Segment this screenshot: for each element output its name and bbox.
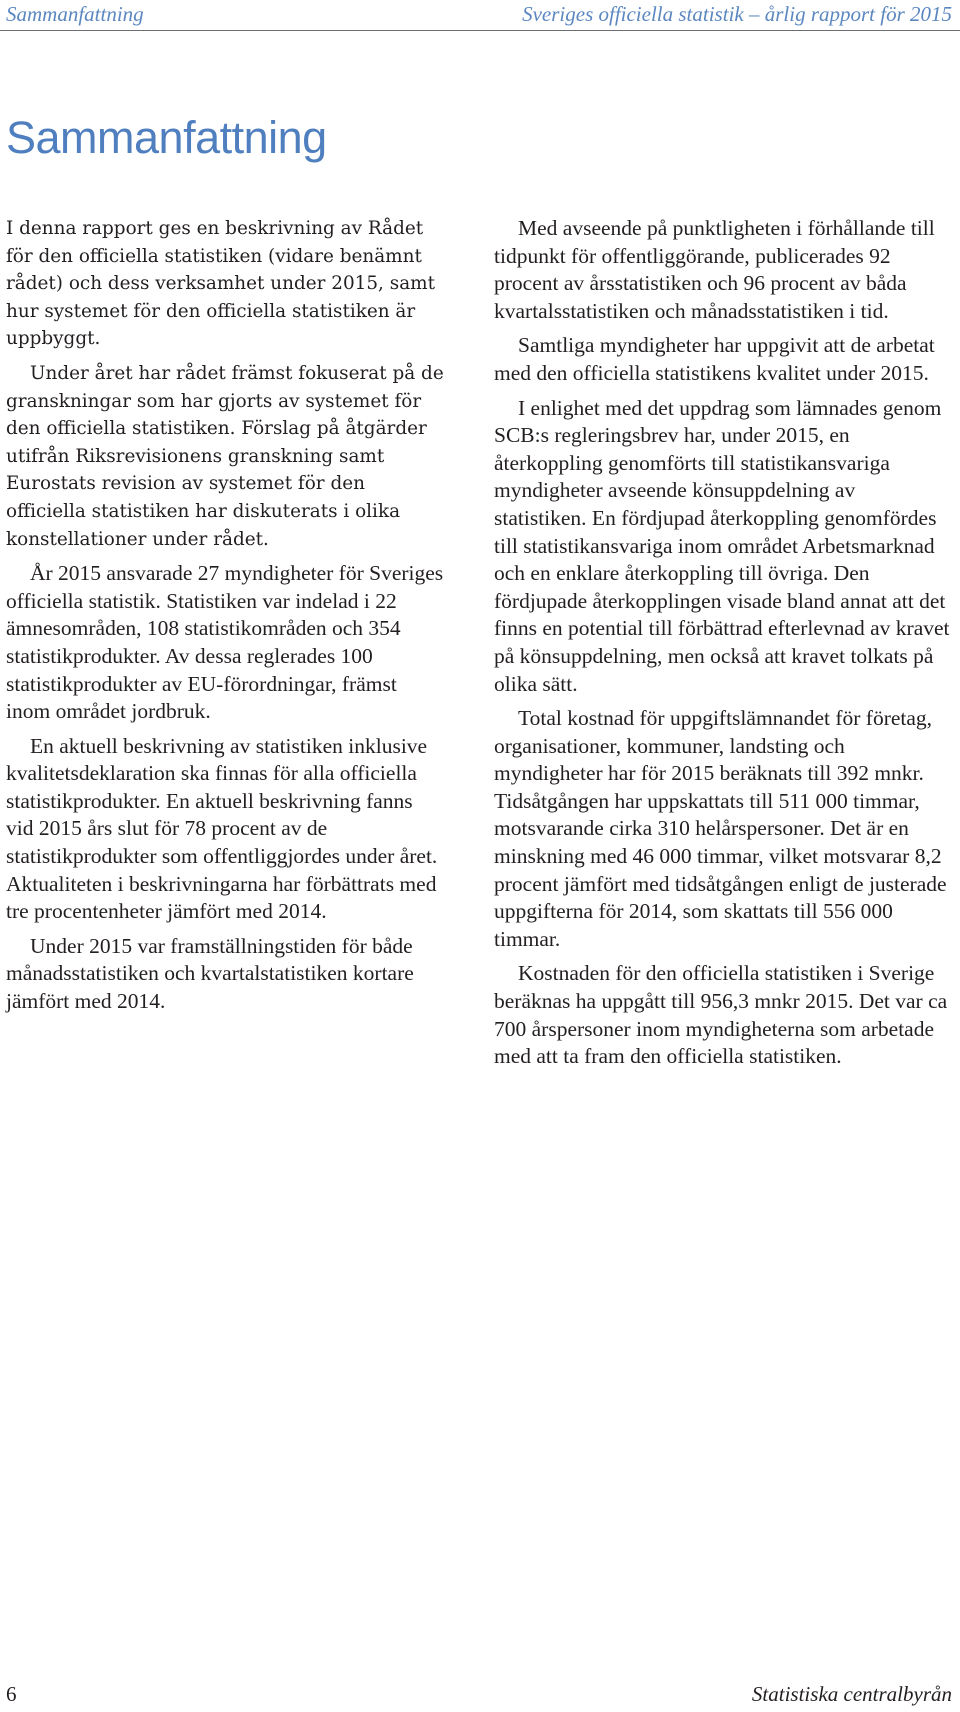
- right-column: [494, 215, 952, 1078]
- paragraph-descriptions: En aktuell beskrivning av statistiken inklusive kvalitetsdeklaration ska finnas för alla officiella statistikprodukter. En aktuell beskrivning fanns vid 2015 års slut för 78 procent av de statistikprodukter som offentliggjordes under året. Aktualiteten i beskrivningarna har förbättrats med tre procentenheter jämfört med 2014.: [6, 733, 438, 924]
- running-head-section: Sammanfattning: [6, 2, 144, 26]
- left-column: [6, 215, 444, 1023]
- paragraph-authorities: År 2015 ansvarade 27 myndigheter för Sveriges officiella statistik. Statistiken var indelad i 22 ämnesområden, 108 statistikområden och 354 statistikprodukter. Av dessa reglerades 100 statistikprodukter av EU-förordningar, främst inom området jordbruk.: [6, 561, 444, 724]
- paragraph-council-focus: Under året har rådet främst fokuserat på de granskningar som har gjorts av systemet för den officiella statistiken. Förslag på åtgärder utifrån Riksrevisionens granskning samt Eurostats revision av systemet för den officiella statistiken har diskuterats i olika konstellationer under rådet.: [6, 362, 444, 550]
- page-title: Sammanfattning: [6, 112, 327, 163]
- footer-publisher: Statistiska centralbyrån: [751, 1682, 952, 1706]
- paragraph-quality-work: Samtliga myndigheter har uppgivit att de arbetat med den officiella statistikens kvalitet under 2015.: [494, 333, 935, 385]
- running-head-publication: Sveriges officiella statistik – årlig rapport för 2015: [522, 2, 952, 26]
- running-head: [0, 0, 960, 31]
- paragraph-response-burden: Total kostnad för uppgiftslämnandet för företag, organisationer, kommuner, landsting och myndigheter har för 2015 beräknats till 392 mnkr. Tidsåtgången har uppskattats till 511 000 timmar, motsvarande cirka 310 helårspersoner. Det är en minskning med 46 000 timmar, vilket motsvarar 8,2 procent jämfört med tidsåtgången enligt de justerade uppgifterna för 2014, som skattats till 556 000 timmar.: [494, 706, 947, 951]
- paragraph-production-time: Under 2015 var framställningstiden för både månadsstatistiken och kvartalstatistiken kortare jämfört med 2014.: [6, 933, 414, 1014]
- page-number: 6: [6, 1682, 17, 1706]
- paragraph-total-cost: Kostnaden för den officiella statistiken i Sverige beräknas ha uppgått till 956,3 mnkr 2015. Det var ca 700 årspersoner inom myndigheterna som arbetade med att ta fram den officiella statistiken.: [494, 961, 948, 1069]
- paragraph-intro: I denna rapport ges en beskrivning av Rådet för den officiella statistiken (vidare benämnt rådet) och dess verksamhet under 2015, samt hur systemet för den officiella statistiken är uppbyggt.: [6, 218, 435, 350]
- paragraph-punctuality: Med avseende på punktligheten i förhållande till tidpunkt för offentliggörande, publicerades 92 procent av årsstatistiken och 96 procent av båda kvartalsstatistiken och månadsstatistiken i tid.: [494, 216, 935, 323]
- paragraph-gender-breakdown: I enlighet med det uppdrag som lämnades genom SCB:s regleringsbrev har, under 2015, en återkoppling genomförts till statistikansvariga myndigheter avseende könsuppdelning av statistiken. En fördjupad återkoppling genomfördes till statistikansvariga inom området Arbetsmarknad och en enklare återkoppling till övriga. Den fördjupade återkopplingen visade bland annat att det finns en potential till förbättrad efterlevnad av kravet på könsuppdelning, men också att kravet tolkats på olika sätt.: [494, 395, 950, 696]
